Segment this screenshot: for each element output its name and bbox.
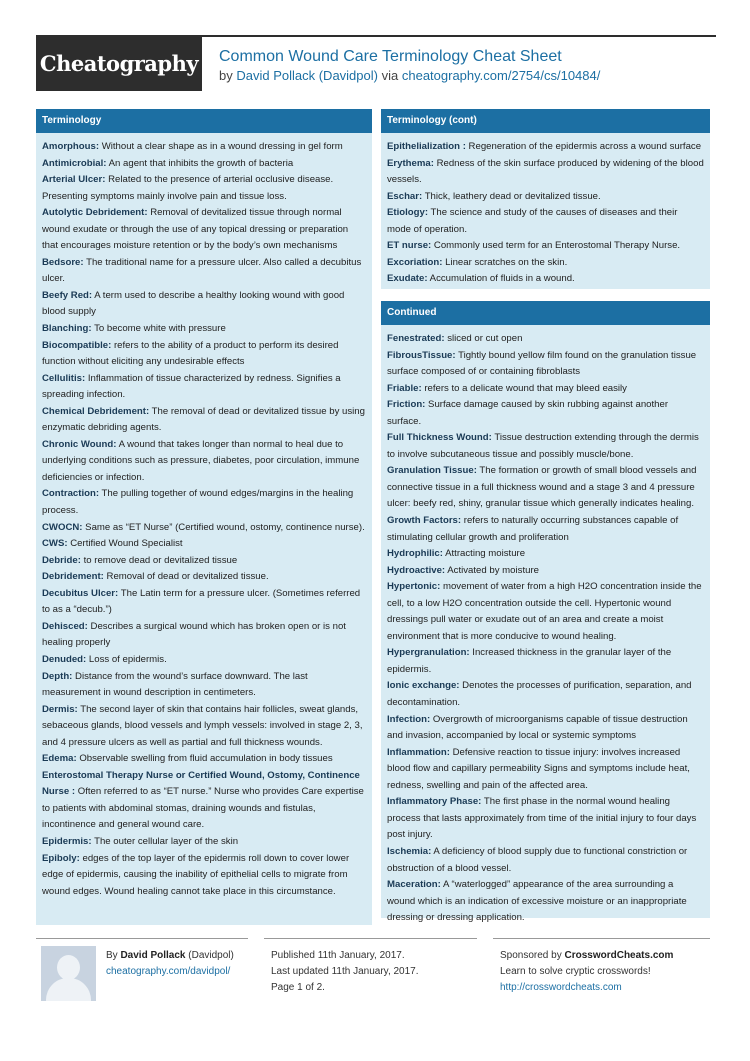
glossary-entry xyxy=(42,139,366,156)
glossary-entry xyxy=(387,678,704,711)
glossary-entry xyxy=(387,348,704,381)
glossary-entry xyxy=(42,371,366,404)
glossary-entry xyxy=(387,579,704,645)
glossary-term: Growth Factors: xyxy=(387,515,462,527)
glossary-definition: Activated by moisture xyxy=(445,564,539,576)
glossary-term: Excoriation: xyxy=(387,256,443,268)
glossary-term: Inflammatory Phase: xyxy=(387,796,482,808)
glossary-definition: Removal of devitalized tissue through normal wound exudate or through the use of any topical dressing or preparation that encourages moisture retention or by the body’s own mechanisms xyxy=(42,207,349,252)
glossary-entry xyxy=(42,404,366,437)
footer-rule xyxy=(264,938,477,939)
glossary-entry xyxy=(42,652,366,669)
section-body xyxy=(36,133,372,900)
glossary-definition: Without a clear shape as in a wound dressing in gel form xyxy=(99,141,343,152)
glossary-term: Bedsore: xyxy=(42,256,84,268)
glossary-definition: The outer cellular layer of the skin xyxy=(91,835,239,847)
glossary-term: Infection: xyxy=(387,713,431,725)
glossary-definition: A term used to describe a healthy looking wound with good blood supply xyxy=(42,289,345,318)
glossary-entry xyxy=(387,546,704,563)
glossary-definition: refers to naturally occurring substances capable of stimulating cellular growth and proliferation xyxy=(387,515,679,543)
glossary-definition: The removal of dead or devitalized tissue by using enzymatic debriding agents. xyxy=(42,405,365,434)
updated-date: Last updated 11th January, 2017. xyxy=(271,966,419,977)
section-body xyxy=(381,325,710,927)
footer-rule xyxy=(36,938,248,939)
glossary-term: Cellulitis: xyxy=(42,372,86,384)
footer-by: By xyxy=(106,950,118,961)
footer-sponsor xyxy=(500,948,673,996)
author-avatar[interactable] xyxy=(41,946,96,1001)
footer-dates xyxy=(271,948,419,996)
footer-author-handle: (Davidpol) xyxy=(188,950,234,961)
glossary-entry xyxy=(42,669,366,702)
glossary-term: Dehisced: xyxy=(42,620,88,632)
glossary-definition: Describes a surgical wound which has broken open or is not healing properly xyxy=(42,620,346,649)
glossary-definition: Redness of the skin surface produced by widening of the blood vessels. xyxy=(387,157,704,186)
section-continued xyxy=(381,301,710,924)
glossary-definition: Removal of dead or devitalized tissue. xyxy=(103,571,269,583)
section-body xyxy=(381,133,710,288)
glossary-term: Chronic Wound: xyxy=(42,438,117,450)
glossary-definition: The Latin term for a pressure ulcer. (Sometimes referred to as a “decub.”) xyxy=(42,587,361,616)
glossary-entry xyxy=(387,877,704,927)
glossary-term: Exudate: xyxy=(387,273,428,285)
glossary-entry xyxy=(42,553,366,570)
glossary-term: Friable: xyxy=(387,382,422,394)
glossary-entry xyxy=(387,255,704,272)
glossary-term: Contraction: xyxy=(42,488,100,500)
glossary-entry xyxy=(42,751,366,768)
glossary-entry xyxy=(42,619,366,652)
glossary-term: FibrousTissue: xyxy=(387,349,456,361)
section-terminology-cont xyxy=(381,109,710,289)
page-header xyxy=(36,35,716,91)
glossary-definition: Commonly used term for an Enterostomal Therapy Nurse. xyxy=(431,240,681,252)
section-heading: Terminology (cont) xyxy=(381,109,710,133)
glossary-term: Hypertonic: xyxy=(387,581,441,593)
glossary-term: Fenestrated: xyxy=(387,333,445,344)
glossary-definition: Tissue destruction extending through the dermis to involve subcutaneous tissue and possibly muscle/bone. xyxy=(387,432,699,460)
page-title: Common Wound Care Terminology Cheat Sheet xyxy=(219,48,562,65)
section-heading: Continued xyxy=(381,301,710,325)
glossary-entry xyxy=(42,536,366,553)
glossary-entry xyxy=(42,486,366,519)
glossary-term: Enterostomal Therapy Nurse or Certified Wound, Ostomy, Continence Nurse : xyxy=(42,769,360,798)
glossary-term: Erythema: xyxy=(387,157,434,169)
glossary-definition: Denotes the processes of purification, separation, and decontamination. xyxy=(387,680,692,709)
glossary-definition: Linear scratches on the skin. xyxy=(442,256,568,268)
glossary-entry xyxy=(387,844,704,877)
glossary-definition: refers to a delicate wound that may bleed easily xyxy=(421,382,627,394)
glossary-definition: The formation or growth of small blood vessels and connective tissue in a full thickness wound and a stage 3 and 4 pressure ulcer: beefy red, shiny, granular tissue which generally indicates healing. xyxy=(387,465,697,510)
glossary-definition: Attracting moisture xyxy=(442,548,526,560)
page-footer xyxy=(36,938,710,1018)
sponsor-name[interactable]: CrosswordCheats.com xyxy=(564,950,674,961)
glossary-entry xyxy=(42,321,366,338)
glossary-entry xyxy=(387,381,704,398)
glossary-entry xyxy=(387,430,704,463)
glossary-definition: Tightly bound yellow film found on the granulation tissue surface composed of or containing fibroblasts xyxy=(387,349,697,378)
glossary-entry xyxy=(42,851,366,901)
glossary-term: Hydrophilic: xyxy=(387,548,443,560)
title-block xyxy=(219,47,600,85)
glossary-definition: Accumulation of fluids in a wound. xyxy=(427,273,575,285)
sheet-url-link[interactable]: cheatography.com/2754/cs/10484/ xyxy=(401,68,601,83)
glossary-entry xyxy=(387,463,704,513)
glossary-definition: The first phase in the normal wound healing process that lasts approximately from time of the initial injury to four days post injury. xyxy=(387,796,697,841)
footer-rule xyxy=(493,938,710,939)
glossary-entry xyxy=(387,645,704,678)
glossary-entry xyxy=(42,156,366,173)
avatar-head-shape xyxy=(57,955,80,980)
glossary-definition: to remove dead or devitalized tissue xyxy=(80,554,238,566)
glossary-definition: A wound that takes longer than normal to heal due to underlying conditions such as pressure, diabetes, poor circulation, immune deficiencies or infection. xyxy=(42,438,360,483)
glossary-definition: The traditional name for a pressure ulcer. Also called a decubitus ulcer. xyxy=(42,256,362,285)
glossary-term: Friction: xyxy=(387,399,426,411)
glossary-term: Full Thickness Wound: xyxy=(387,432,492,444)
glossary-term: Hydroactive: xyxy=(387,564,446,576)
glossary-entry xyxy=(387,745,704,795)
glossary-entry xyxy=(42,172,366,205)
glossary-entry xyxy=(42,834,366,851)
glossary-entry xyxy=(387,139,704,156)
glossary-term: Chemical Debridement: xyxy=(42,405,150,417)
glossary-definition: Often referred to as “ET nurse.” Nurse who provides Care expertise to patients with abdominal stomas, draining wounds and fistulas, incontinence and general wound care. xyxy=(42,786,364,831)
author-link[interactable]: David Pollack (Davidpol) xyxy=(236,68,378,83)
glossary-term: Ionic exchange: xyxy=(387,680,460,692)
glossary-term: Amorphous: xyxy=(42,141,100,152)
glossary-term: Debridement: xyxy=(42,571,104,583)
glossary-term: Epiboly: xyxy=(42,852,80,864)
byline-via: via xyxy=(381,68,399,83)
glossary-entry xyxy=(387,794,704,844)
glossary-entry xyxy=(387,331,704,348)
sponsor-url[interactable]: http://crosswordcheats.com xyxy=(500,982,622,993)
glossary-definition: Thick, leathery dead or devitalized tissue. xyxy=(422,190,601,202)
glossary-term: Biocompatible: xyxy=(42,339,112,351)
glossary-term: Hypergranulation: xyxy=(387,647,470,659)
glossary-definition: Observable swelling from fluid accumulation in body tissues xyxy=(76,753,333,765)
glossary-term: Arterial Ulcer: xyxy=(42,174,106,186)
glossary-definition: Inflammation of tissue characterized by redness. Signifies a spreading infection. xyxy=(42,372,341,401)
glossary-entry xyxy=(387,397,704,430)
glossary-term: Antimicrobial: xyxy=(42,157,107,169)
glossary-definition: Loss of epidermis. xyxy=(86,653,167,665)
glossary-term: Epithelialization : xyxy=(387,141,466,152)
glossary-term: Depth: xyxy=(42,670,73,682)
glossary-definition: Defensive reaction to tissue injury: involves increased blood flow and capillary permeability Signs and symptoms include heat, redness, swelling and pain of the affected area. xyxy=(387,746,690,791)
footer-author xyxy=(106,948,234,980)
glossary-term: Blanching: xyxy=(42,323,92,335)
glossary-definition: Distance from the wound’s surface downward. The last measurement in wound description in centimeters. xyxy=(42,670,308,699)
glossary-entry xyxy=(387,156,704,189)
published-date: Published 11th January, 2017. xyxy=(271,950,405,961)
glossary-term: Beefy Red: xyxy=(42,289,93,301)
glossary-definition: sliced or cut open xyxy=(444,333,523,344)
byline-by: by xyxy=(219,68,233,83)
glossary-term: Maceration: xyxy=(387,879,441,891)
glossary-definition: edges of the top layer of the epidermis roll down to cover lower edge of epidermis, causing the inability of epithelial cells to migrate from wound edges. Wound healing cannot take place in this circumstance. xyxy=(42,852,350,897)
glossary-term: ET nurse: xyxy=(387,240,432,252)
page-number: Page 1 of 2. xyxy=(271,982,325,993)
glossary-entry xyxy=(387,189,704,206)
glossary-entry xyxy=(42,338,366,371)
glossary-entry xyxy=(42,569,366,586)
glossary-term: Debride: xyxy=(42,554,81,566)
avatar-body-shape xyxy=(46,978,91,1001)
glossary-definition: The second layer of skin that contains hair follicles, sweat glands, sebaceous glands, blood vessels and lymph vessels: involved in stage 2, 3, and 4 pressure ulcers as well as partial and full thickness wounds. xyxy=(42,703,363,748)
glossary-term: CWOCN: xyxy=(42,521,83,533)
glossary-term: Dermis: xyxy=(42,703,78,715)
glossary-entry xyxy=(42,702,366,752)
glossary-term: Edema: xyxy=(42,753,77,765)
glossary-entry xyxy=(387,563,704,580)
glossary-entry xyxy=(387,205,704,238)
glossary-definition: Certified Wound Specialist xyxy=(67,538,183,550)
glossary-definition: A “waterlogged” appearance of the area surrounding a wound which is an indication of excessive moisture or an inappropriate dressing or dressing application. xyxy=(387,879,687,924)
glossary-term: Etiology: xyxy=(387,207,429,219)
glossary-term: Autolytic Debridement: xyxy=(42,207,148,219)
glossary-term: Decubitus Ulcer: xyxy=(42,587,119,599)
footer-author-name[interactable]: David Pollack xyxy=(120,950,186,961)
glossary-definition: Overgrowth of microorganisms capable of tissue destruction and invasion, accompanied by local or systemic symptoms xyxy=(387,713,688,742)
glossary-term: Granulation Tissue: xyxy=(387,465,477,477)
glossary-definition: A deficiency of blood supply due to functional constriction or obstruction of a blood vessel. xyxy=(387,845,688,874)
glossary-entry xyxy=(42,288,366,321)
section-terminology xyxy=(36,109,372,925)
glossary-term: Inflammation: xyxy=(387,746,450,758)
glossary-entry xyxy=(42,205,366,255)
glossary-definition: Regeneration of the epidermis across a wound surface xyxy=(465,141,702,152)
glossary-term: Epidermis: xyxy=(42,835,92,847)
glossary-definition: An agent that inhibits the growth of bacteria xyxy=(106,157,294,169)
glossary-definition: refers to the ability of a product to perform its desired function without eliciting any undesirable effects xyxy=(42,339,339,368)
glossary-entry xyxy=(42,255,366,288)
footer-author-url[interactable]: cheatography.com/davidpol/ xyxy=(106,966,231,977)
glossary-definition: Related to the presence of arterial occlusive disease. Presenting symptoms mainly involve pain and tissue loss. xyxy=(42,174,334,202)
glossary-term: Denuded: xyxy=(42,653,87,665)
glossary-entry xyxy=(42,437,366,487)
sponsor-prefix: Sponsored by xyxy=(500,950,562,961)
glossary-entry xyxy=(387,712,704,745)
glossary-definition: To become white with pressure xyxy=(91,323,226,335)
header-rule xyxy=(202,35,716,37)
glossary-definition: movement of water from a high H2O concentration inside the cell, to a low H2O concentration outside the cell. Hypertonic wound dressings pull water or exudate out of an area and create a moist environment that is more conducive to wound healing. xyxy=(387,581,702,642)
glossary-term: CWS: xyxy=(42,538,68,550)
sponsor-tagline: Learn to solve cryptic crosswords! xyxy=(500,966,651,977)
site-logo[interactable]: Cheatography xyxy=(36,35,202,91)
glossary-entry xyxy=(42,768,366,834)
glossary-definition: Same as “ET Nurse” (Certified wound, ostomy, continence nurse). xyxy=(82,521,365,533)
glossary-term: Ischemia: xyxy=(387,845,432,857)
glossary-definition: The pulling together of wound edges/margins in the healing process. xyxy=(42,488,354,517)
byline xyxy=(219,67,600,85)
glossary-entry xyxy=(387,513,704,546)
glossary-definition: Surface damage caused by skin rubbing against another surface. xyxy=(387,399,669,427)
glossary-definition: Increased thickness in the granular layer of the epidermis. xyxy=(387,647,672,675)
glossary-entry xyxy=(387,271,704,288)
glossary-entry xyxy=(42,586,366,619)
section-heading: Terminology xyxy=(36,109,372,133)
glossary-term: Eschar: xyxy=(387,190,423,202)
glossary-entry xyxy=(387,238,704,255)
glossary-entry xyxy=(42,520,366,537)
glossary-definition: The science and study of the causes of diseases and their mode of operation. xyxy=(387,207,678,235)
